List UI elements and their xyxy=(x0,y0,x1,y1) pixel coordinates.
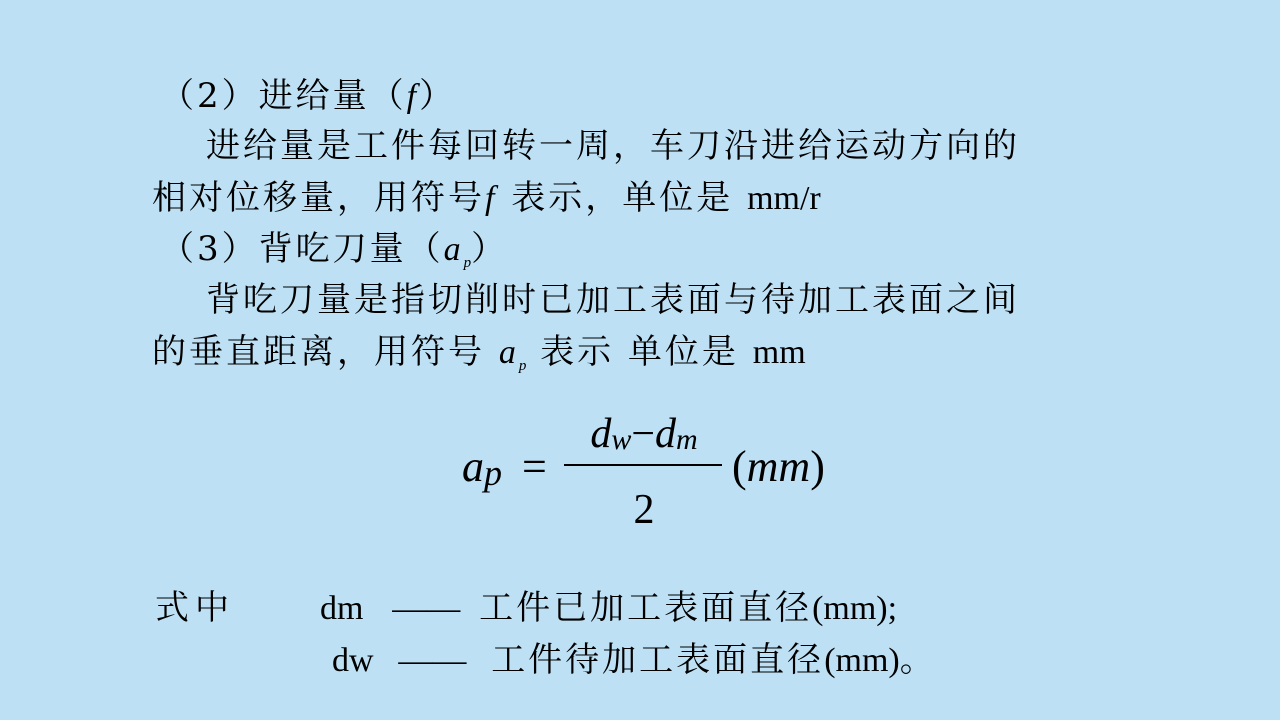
formula-equals: = xyxy=(522,442,547,491)
formula-num-d2-subscript: m xyxy=(676,423,698,456)
section2-definition-prefix: 相对位移量，用符号 xyxy=(152,178,485,218)
section3-definition-text1: 背吃刀量是指切削时已加工表面与待加工表面之间 xyxy=(206,280,1020,320)
formula-lhs xyxy=(462,442,502,498)
section3-heading-prefix: （3）背吃刀量（ xyxy=(160,229,444,269)
section2-heading-prefix: （2）进给量（ xyxy=(160,76,407,116)
formula-num-d1-subscript: w xyxy=(611,423,632,456)
formula-unit-close: ) xyxy=(810,442,825,491)
section2-heading-suffix: ） xyxy=(419,76,457,116)
formula-numerator xyxy=(566,410,722,464)
feed-symbol: f xyxy=(406,78,420,115)
feed-unit: mm/r xyxy=(747,180,821,217)
depth-symbol: a xyxy=(443,231,464,268)
section2-definition-suffix: 表示，单位是 xyxy=(497,178,748,218)
section3-heading xyxy=(160,229,508,283)
where-symbol-dm: dm xyxy=(320,590,364,627)
section3-heading-suffix: ） xyxy=(471,229,509,269)
where-dash-dw: —— xyxy=(398,642,467,679)
formula-minus: − xyxy=(631,411,656,457)
where-dash-dm: —— xyxy=(392,590,461,627)
formula-lhs-subscript: p xyxy=(484,453,502,493)
formula-denominator: 2 xyxy=(633,487,655,533)
where-unit-dm: (mm); xyxy=(812,590,898,627)
section2-heading xyxy=(160,76,456,117)
formula-unit-open: ( xyxy=(732,442,747,491)
section3-definition-line2 xyxy=(152,332,806,386)
depth-symbol-inline-subscript: p xyxy=(518,358,527,374)
where-row-dw xyxy=(332,640,934,681)
fraction-bar xyxy=(564,464,722,466)
section2-definition-line2 xyxy=(152,178,821,219)
depth-of-cut-formula xyxy=(462,408,862,538)
depth-symbol-inline: a xyxy=(498,334,519,371)
section2-definition-text1: 进给量是工件每回转一周，车刀沿进给运动方向的 xyxy=(206,126,1020,166)
formula-num-d1: d xyxy=(590,411,612,457)
formula-unit xyxy=(732,442,825,492)
section3-definition-line1 xyxy=(206,280,1020,320)
where-description-dm: 工件已加工表面直径 xyxy=(479,588,813,628)
where-label: 式中 xyxy=(155,588,235,628)
where-symbol-dw: dw xyxy=(332,642,374,679)
where-description-dw: 工件待加工表面直径 xyxy=(491,640,825,680)
depth-unit: mm xyxy=(752,334,806,371)
section2-definition-line1 xyxy=(206,126,1020,166)
formula-unit-text: mm xyxy=(746,442,811,491)
where-unit-dw: (mm)。 xyxy=(824,642,934,679)
depth-symbol-subscript: p xyxy=(463,255,472,271)
formula-num-d2: d xyxy=(655,411,677,457)
feed-symbol-inline: f xyxy=(485,180,498,217)
section3-definition-suffix: 表示 单位是 xyxy=(526,332,753,372)
where-row-dm xyxy=(320,588,897,629)
formula-lhs-symbol: a xyxy=(462,442,484,491)
section3-definition-prefix: 的垂直距离，用符号 xyxy=(152,332,499,372)
